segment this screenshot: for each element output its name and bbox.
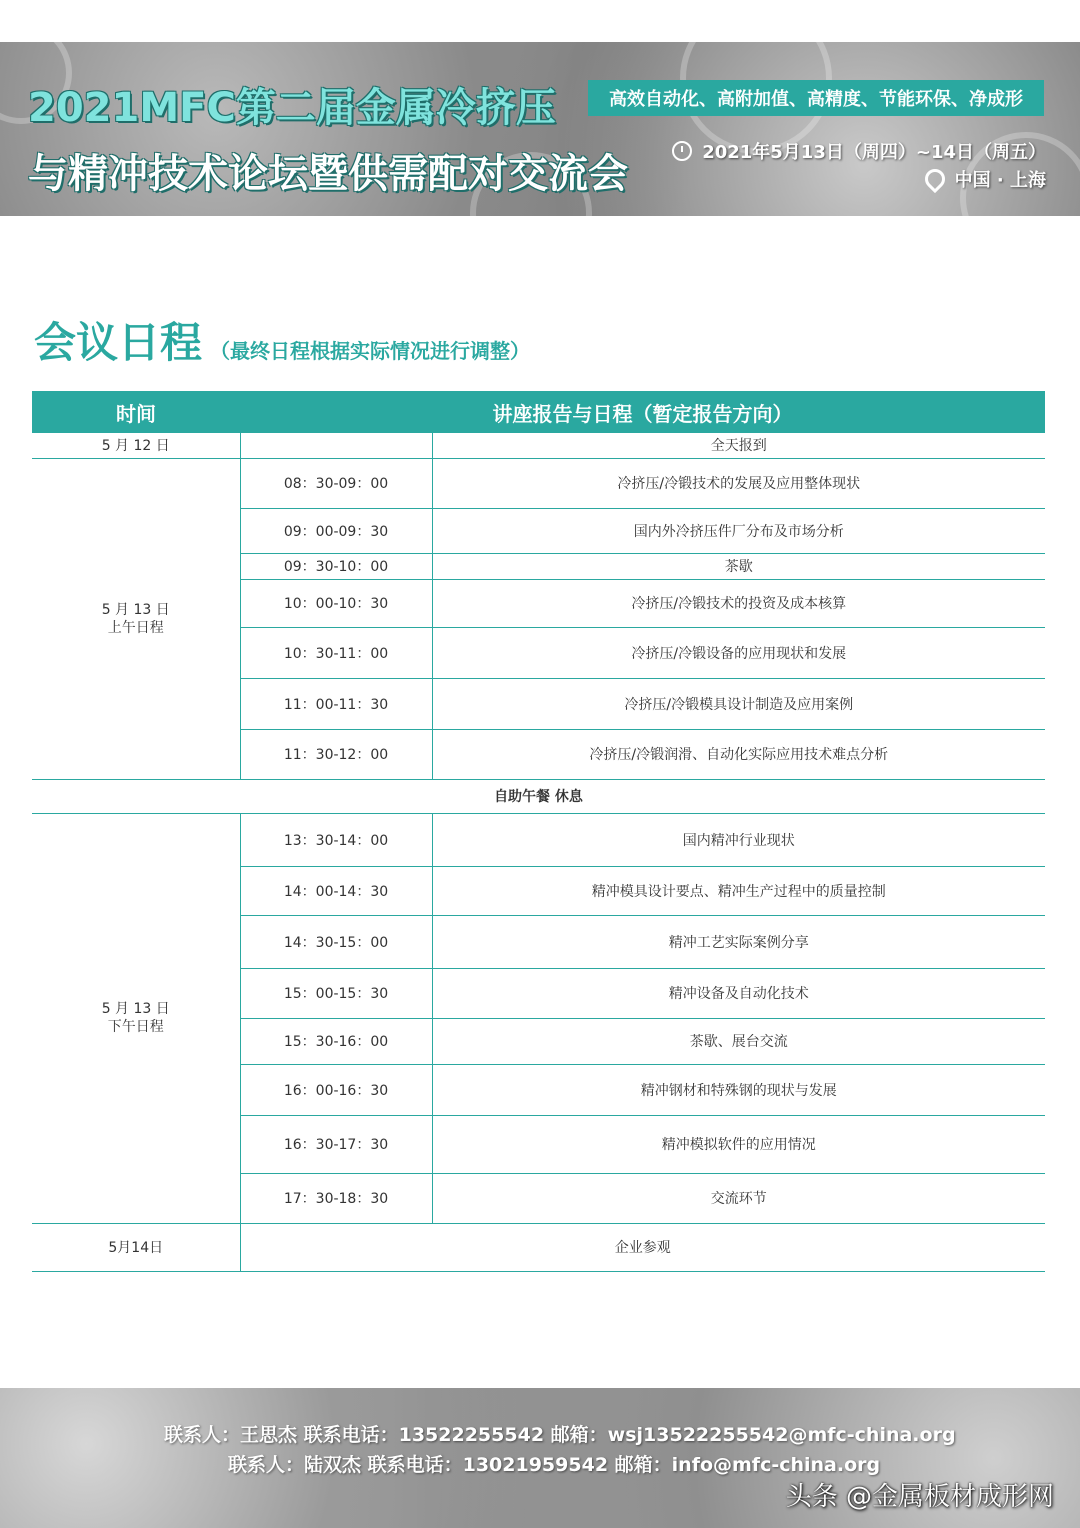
table-row: [32, 433, 1045, 458]
lunch-row: [32, 779, 1045, 813]
header-banner: [0, 42, 1080, 216]
afternoon-day-cell: [32, 813, 240, 1223]
time-cell: 16：00-16：30: [240, 1064, 432, 1115]
section-title: 会议日程: [34, 318, 203, 367]
time-cell: 17：30-18：30: [240, 1173, 432, 1223]
time-cell: 14：30-15：00: [240, 915, 432, 968]
header-topic: 讲座报告与日程（暂定报告方向）: [240, 391, 1045, 433]
topic-cell: 冷挤压/冷锻模具设计制造及应用案例: [432, 678, 1045, 729]
topic-cell: 冷挤压/冷锻设备的应用现状和发展: [432, 627, 1045, 678]
event-date: 2021年5月13日（周四）~14日（周五）: [702, 142, 1046, 163]
table-row: [32, 813, 1045, 866]
section-note: （最终日程根据实际情况进行调整）: [210, 339, 531, 363]
topic-cell: 冷挤压/冷锻技术的投资及成本核算: [432, 579, 1045, 627]
location-pin-icon: [920, 165, 948, 193]
topic-cell: 冷挤压/冷锻技术的发展及应用整体现状: [432, 458, 1045, 508]
day-cell: 5 月 12 日: [32, 433, 240, 458]
banner-title-line1: 2021MFC第二届金属冷挤压: [28, 85, 556, 131]
lunch-cell: 自助午餐 休息: [32, 779, 1045, 813]
time-cell: 14：00-14：30: [240, 866, 432, 915]
time-cell: 08：30-09：00: [240, 458, 432, 508]
time-cell: 09：30-10：00: [240, 553, 432, 579]
time-cell: 13：30-14：00: [240, 813, 432, 866]
watermark: 头条 @金属板材成形网: [785, 1482, 1054, 1512]
contact-footer: [0, 1388, 1080, 1528]
contact-line-1: 联系人：王思杰 联系电话：13522255542 邮箱：wsj13522255542@mfc-china.org: [164, 1424, 956, 1446]
day-cell: 5月14日: [32, 1223, 240, 1271]
table-row: [32, 458, 1045, 508]
banner-title-line2: 与精冲技术论坛暨供需配对交流会: [28, 151, 628, 197]
topic-cell: 国内外冷挤压件厂分布及市场分析: [432, 508, 1045, 553]
topic-cell: 精冲模拟软件的应用情况: [432, 1115, 1045, 1173]
event-date-row: [672, 138, 1046, 164]
topic-cell: 交流环节: [432, 1173, 1045, 1223]
topic-cell: 国内精冲行业现状: [432, 813, 1045, 866]
morning-day-cell: [32, 458, 240, 779]
clock-icon: [672, 141, 692, 161]
time-cell: 16：30-17：30: [240, 1115, 432, 1173]
event-location: 中国 · 上海: [954, 170, 1046, 191]
section-heading: [34, 310, 530, 370]
table-row: [32, 1223, 1045, 1271]
contact-line-2: 联系人：陆双杰 联系电话：13021959542 邮箱：info@mfc-china.org: [228, 1454, 881, 1476]
time-cell: 11：00-11：30: [240, 678, 432, 729]
afternoon-date: 5 月 13 日: [101, 1001, 170, 1017]
topic-cell: 精冲模具设计要点、精冲生产过程中的质量控制: [432, 866, 1045, 915]
morning-date: 5 月 13 日: [101, 601, 170, 618]
topic-cell: 精冲钢材和特殊钢的现状与发展: [432, 1064, 1045, 1115]
time-cell: 09：00-09：30: [240, 508, 432, 553]
topic-cell: 冷挤压/冷锻润滑、自动化实际应用技术难点分析: [432, 729, 1045, 779]
afternoon-label: 下午日程: [107, 1019, 164, 1035]
morning-label: 上午日程: [107, 619, 164, 636]
topic-cell: 精冲设备及自动化技术: [432, 968, 1045, 1018]
time-cell: 10：00-10：30: [240, 579, 432, 627]
time-cell: [240, 433, 432, 458]
topic-cell: 企业参观: [240, 1223, 1045, 1271]
time-cell: 10：30-11：00: [240, 627, 432, 678]
topic-cell: 精冲工艺实际案例分享: [432, 915, 1045, 968]
schedule-table: [32, 391, 1045, 1272]
time-cell: 11：30-12：00: [240, 729, 432, 779]
topic-cell: 茶歇、展台交流: [432, 1018, 1045, 1064]
header-time: 时间: [32, 391, 240, 433]
table-header-row: [32, 391, 1045, 433]
time-cell: 15：00-15：30: [240, 968, 432, 1018]
banner-tagline: 高效自动化、高附加值、高精度、节能环保、净成形: [588, 80, 1044, 116]
time-cell: 15：30-16：00: [240, 1018, 432, 1064]
topic-cell: 茶歇: [432, 553, 1045, 579]
topic-cell: 全天报到: [432, 433, 1045, 458]
event-location-row: [925, 166, 1046, 192]
